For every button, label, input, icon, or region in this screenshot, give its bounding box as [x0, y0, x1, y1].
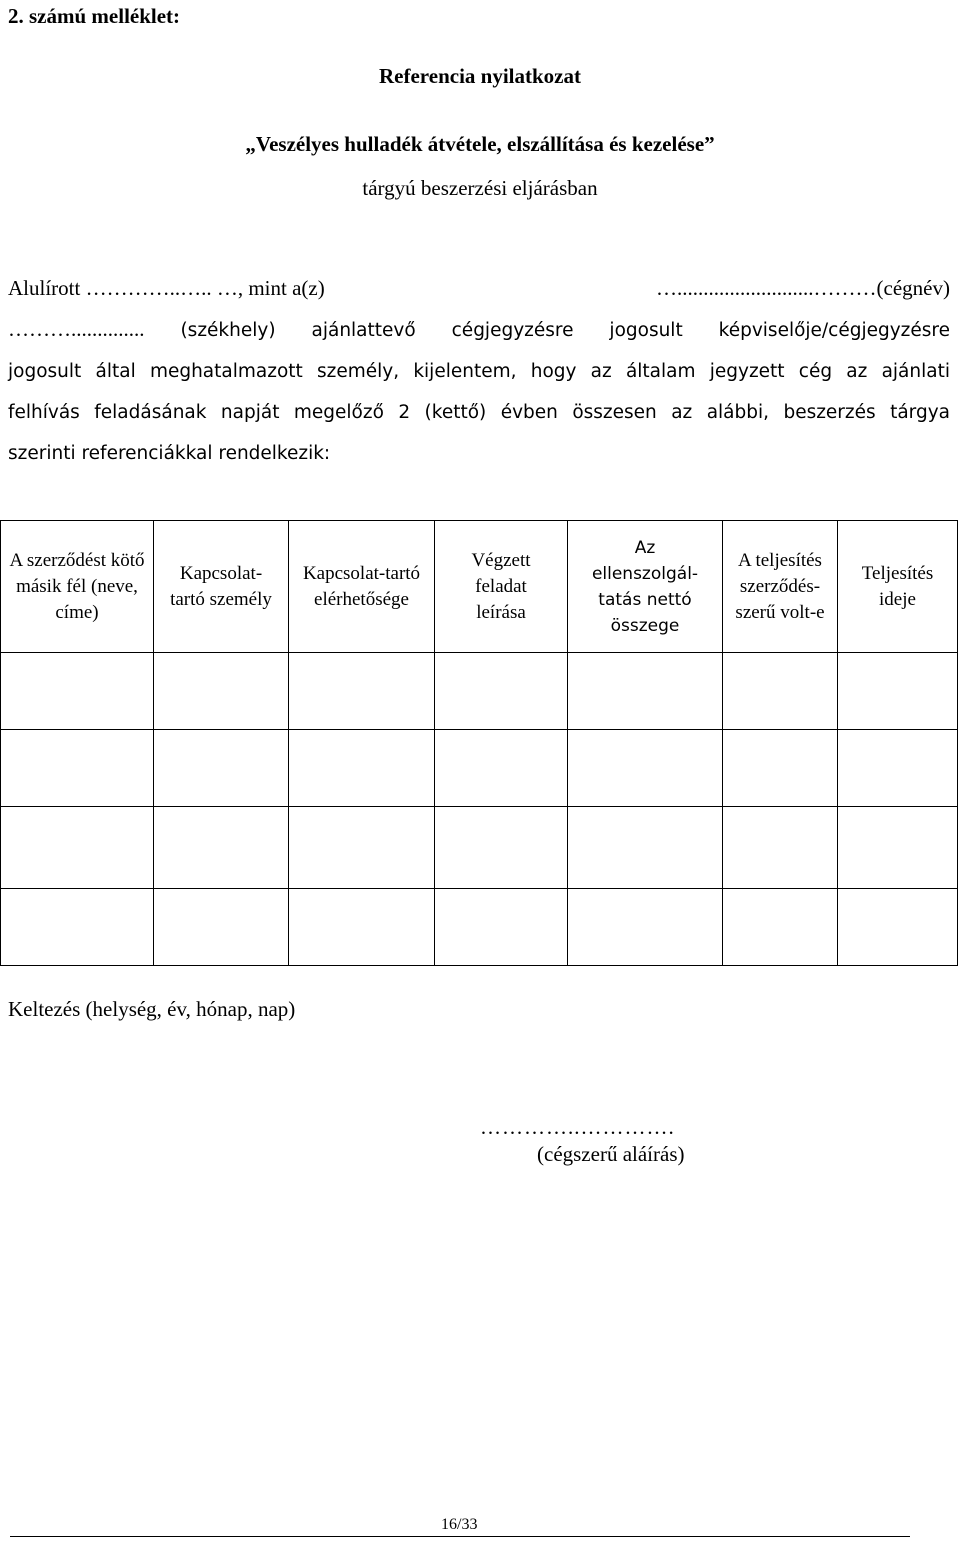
table-cell[interactable] [154, 653, 289, 730]
column-header-performance-date: Teljesítés ideje [838, 521, 958, 653]
declaration-first-line [8, 267, 950, 309]
table-cell[interactable] [154, 889, 289, 966]
declaration-paragraph [8, 309, 950, 474]
procurement-title: „Veszélyes hulladék átvétele, elszállítása és kezelése” [245, 132, 715, 156]
declarant-fill-line: Alulírott …………..….. …, mint a(z) [8, 276, 325, 300]
column-header-task-description: Végzett feladat leírása [435, 521, 568, 653]
footer-rule [10, 1536, 910, 1537]
table-cell[interactable] [289, 807, 435, 889]
table-cell[interactable] [568, 807, 723, 889]
table-row [1, 807, 958, 889]
table-cell[interactable] [435, 807, 568, 889]
table-cell[interactable] [838, 807, 958, 889]
declaration-line: jogosult által meghatalmazott személy, kijelentem, hogy az általam jegyzett cég az ajánlati [8, 361, 950, 382]
seat-fill-line: ……….............. [8, 317, 145, 341]
table-cell[interactable] [723, 653, 838, 730]
annex-title: 2. számú melléklet: [8, 4, 181, 28]
declaration-line-2 [8, 309, 950, 351]
declaration-line: szerinti referenciákkal rendelkezik: [8, 443, 331, 464]
table-cell[interactable] [289, 889, 435, 966]
table-cell[interactable] [1, 889, 154, 966]
document-title: Referencia nyilatkozat [379, 64, 581, 88]
table-cell[interactable] [723, 730, 838, 807]
declaration-line: felhívás feladásának napját megelőző 2 (kettő) évben összesen az alábbi, beszerzés tárgya [8, 402, 950, 423]
column-header-performance-ok: A teljesítés szerződés-szerű volt-e [723, 521, 838, 653]
column-header-net-amount: Az ellenszolgál-tatás nettó összege [568, 521, 723, 653]
table-cell[interactable] [838, 653, 958, 730]
table-cell[interactable] [154, 807, 289, 889]
table-cell[interactable] [435, 889, 568, 966]
table-cell[interactable] [1, 653, 154, 730]
table-row [1, 653, 958, 730]
company-name-fill-line: …..........................………(cégnév) [656, 276, 950, 300]
table-row [1, 730, 958, 807]
procurement-subject: tárgyú beszerzési eljárásban [362, 176, 598, 200]
signature-fill-line: …………..…………. [480, 1115, 675, 1139]
dating-label: Keltezés (helység, év, hónap, nap) [8, 997, 296, 1021]
table-cell[interactable] [838, 730, 958, 807]
table-cell[interactable] [289, 730, 435, 807]
table-cell[interactable] [568, 730, 723, 807]
column-header-contact-person: Kapcsolat-tartó személy [154, 521, 289, 653]
table-cell[interactable] [838, 889, 958, 966]
table-cell[interactable] [723, 807, 838, 889]
signature-label: (cégszerű aláírás) [537, 1142, 685, 1166]
table-row [1, 889, 958, 966]
page-number: 16/33 [441, 1516, 478, 1533]
declaration-text: (székhely) ajánlattevő cégjegyzésre jogosult képviselője/cégjegyzésre [144, 320, 950, 341]
table-cell[interactable] [289, 653, 435, 730]
table-cell[interactable] [723, 889, 838, 966]
table-cell[interactable] [568, 889, 723, 966]
table-cell[interactable] [568, 653, 723, 730]
table-cell[interactable] [1, 730, 154, 807]
table-cell[interactable] [435, 730, 568, 807]
table-cell[interactable] [1, 807, 154, 889]
table-cell[interactable] [154, 730, 289, 807]
column-header-contact-details: Kapcsolat-tartó elérhetősége [289, 521, 435, 653]
table-cell[interactable] [435, 653, 568, 730]
table-header-row [1, 521, 958, 653]
column-header-counterparty: A szerződést kötő másik fél (neve, címe) [1, 521, 154, 653]
reference-table [0, 520, 958, 966]
